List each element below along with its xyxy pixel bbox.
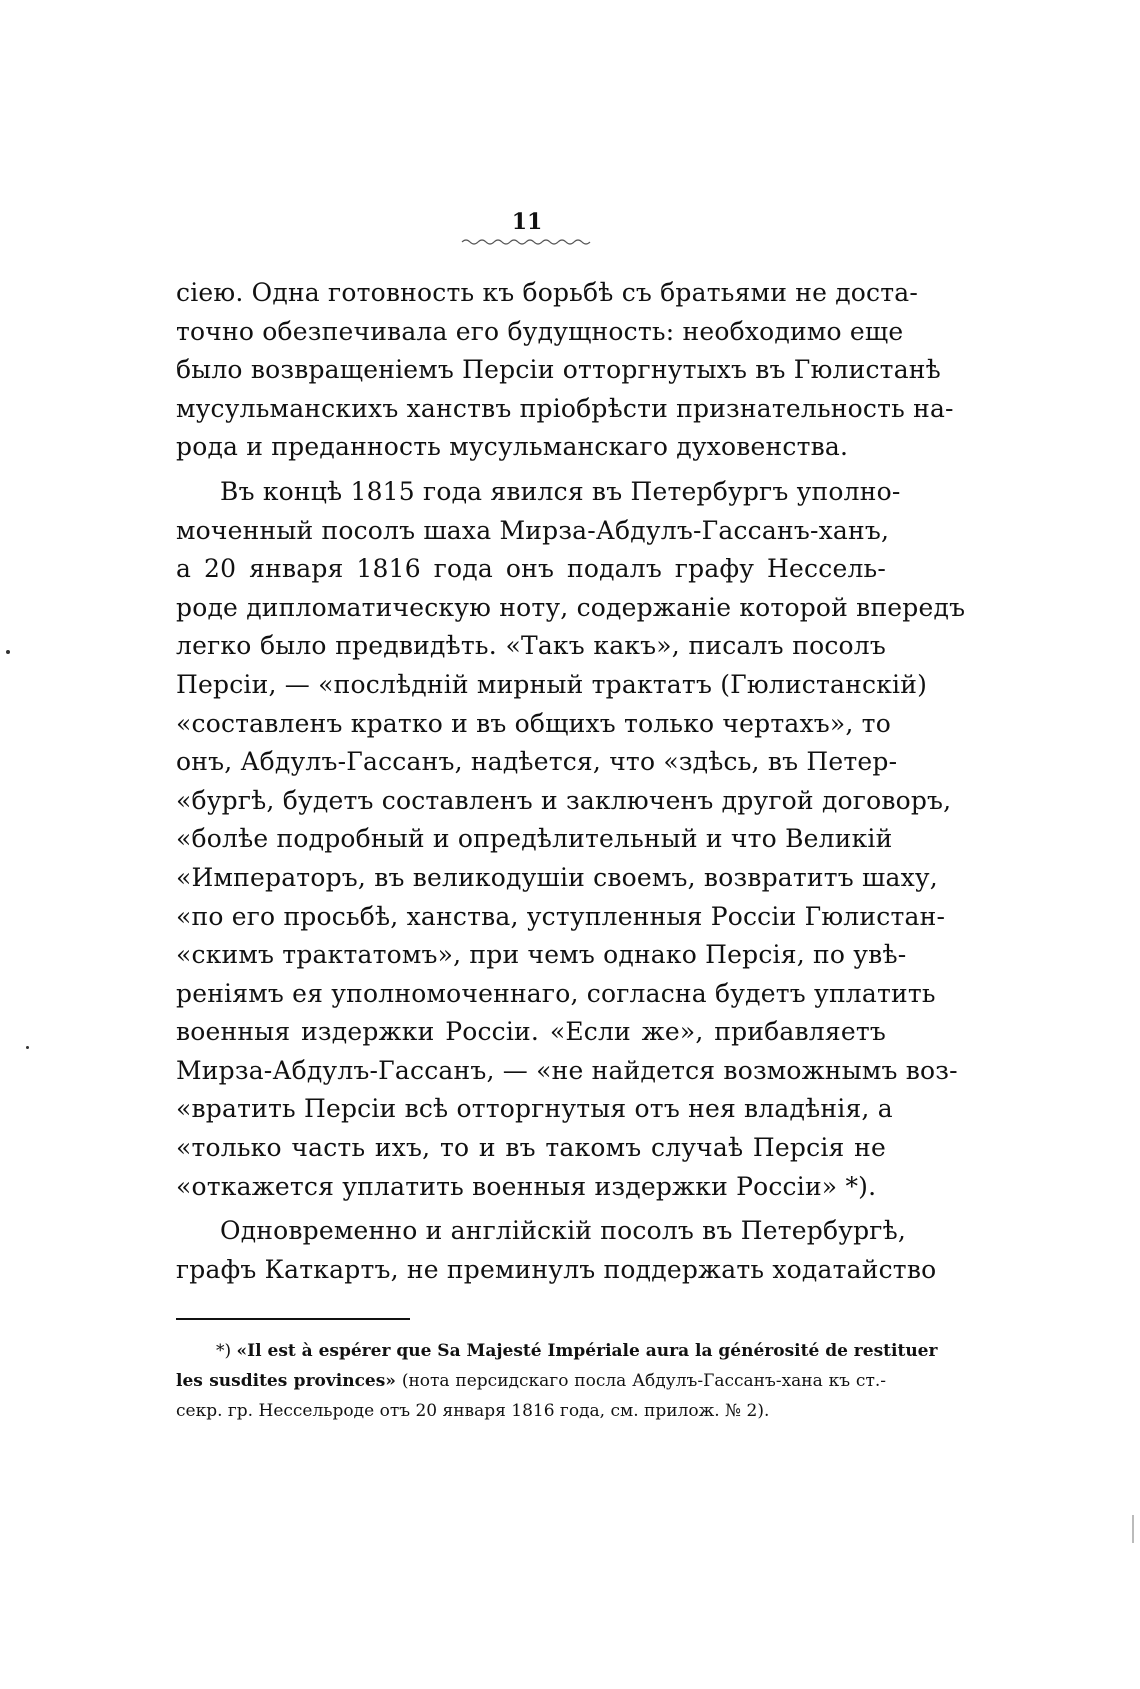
text-line: легко было предвидѣть. «Такъ какъ», писалъ посолъ: [176, 631, 886, 661]
text-line: графъ Каткартъ, не преминулъ поддержать ходатайство: [176, 1254, 937, 1284]
text-line: «составленъ кратко и въ общихъ только чертахъ», то: [176, 708, 891, 738]
footnote-line-2: [176, 1366, 886, 1396]
text-line: «только часть ихъ, то и въ такомъ случаѣ Персiя не: [176, 1133, 886, 1163]
text-line: «бургѣ, будетъ составленъ и заключенъ другой договоръ,: [176, 785, 952, 815]
text-line: Одновременно и англiйскiй посолъ въ Петербургѣ,: [220, 1216, 907, 1246]
scan-speck: [6, 650, 10, 654]
text-line: Въ концѣ 1815 года явился въ Петербургъ уполно-: [220, 476, 901, 506]
text-line: военныя издержки Россiи. «Если же», прибавляетъ: [176, 1017, 886, 1047]
footnote: [176, 1336, 938, 1426]
footnote-marker: *): [216, 1341, 232, 1361]
scan-edge-mark: [1132, 1515, 1134, 1543]
text-line: ренiямъ ея уполномоченнаго, согласна будетъ уплатить: [176, 978, 936, 1008]
body-text: [176, 274, 966, 1295]
text-line: «откажется уплатить военныя издержки Россiи» *).: [176, 1171, 877, 1201]
footnote-line-3: секр. гр. Нессельроде отъ 20 января 1816 года, см. прилож. № 2).: [176, 1401, 770, 1421]
text-line: Мирза-Абдулъ-Гассанъ, — «не найдется возможнымъ воз-: [176, 1055, 958, 1085]
text-line: онъ, Абдулъ-Гассанъ, надѣется, что «здѣсь, въ Петер-: [176, 747, 898, 777]
text-line: рода и преданность мусульманскаго духовенства.: [176, 432, 849, 462]
text-line: «скимъ трактатомъ», при чемъ однако Персiя, по увѣ-: [176, 940, 907, 970]
scan-speck: [26, 1046, 29, 1049]
text-line: точно обезпечивала его будущность: необходимо еще: [176, 316, 904, 346]
footnote-divider: [176, 1318, 410, 1320]
text-line: было возвращенiемъ Персiи отторгнутыхъ въ Гюлистанѣ: [176, 355, 941, 385]
paragraph-2: [176, 473, 966, 1206]
text-line: «Императоръ, въ великодушiи своемъ, возвратитъ шаху,: [176, 862, 938, 892]
text-line: «болѣе подробный и опредѣлительный и что Великiй: [176, 824, 893, 854]
footnote-french-quote-end: les susdites provinces»: [176, 1371, 396, 1391]
text-line: роде дипломатическую ноту, содержанiе которой впередъ: [176, 592, 966, 622]
text-line: сiею. Одна готовность къ борьбѣ съ братьями не доста-: [176, 278, 919, 307]
footnote-french-quote: «Il est à espérer que Sa Majesté Impériale aura la générosité de restituer: [236, 1341, 938, 1361]
text-line: мусульманскихъ ханствъ прiобрѣсти признательность на-: [176, 393, 954, 423]
text-line: «по его просьбѣ, ханства, уступленныя Россiи Гюлистан-: [176, 901, 946, 931]
paragraph-1: [176, 274, 954, 467]
footnote-source: (нота персидскаго посла Абдулъ-Гассанъ-хана къ ст.-: [401, 1371, 887, 1391]
page-number: 11: [511, 209, 543, 235]
footnote-line-1: [176, 1336, 938, 1366]
paragraph-3: [176, 1212, 937, 1289]
text-line: Персiи, — «послѣднiй мирный трактатъ (Гюлистанскiй): [176, 669, 928, 699]
text-line: а 20 января 1816 года онъ подалъ графу Нессель-: [176, 554, 886, 584]
text-line: моченный посолъ шаха Мирза-Абдулъ-Гассанъ-ханъ,: [176, 515, 890, 545]
text-line: «вратить Персiи всѣ отторгнутыя отъ нея владѣнiя, а: [176, 1094, 893, 1124]
page-number-ornament: [460, 238, 594, 248]
